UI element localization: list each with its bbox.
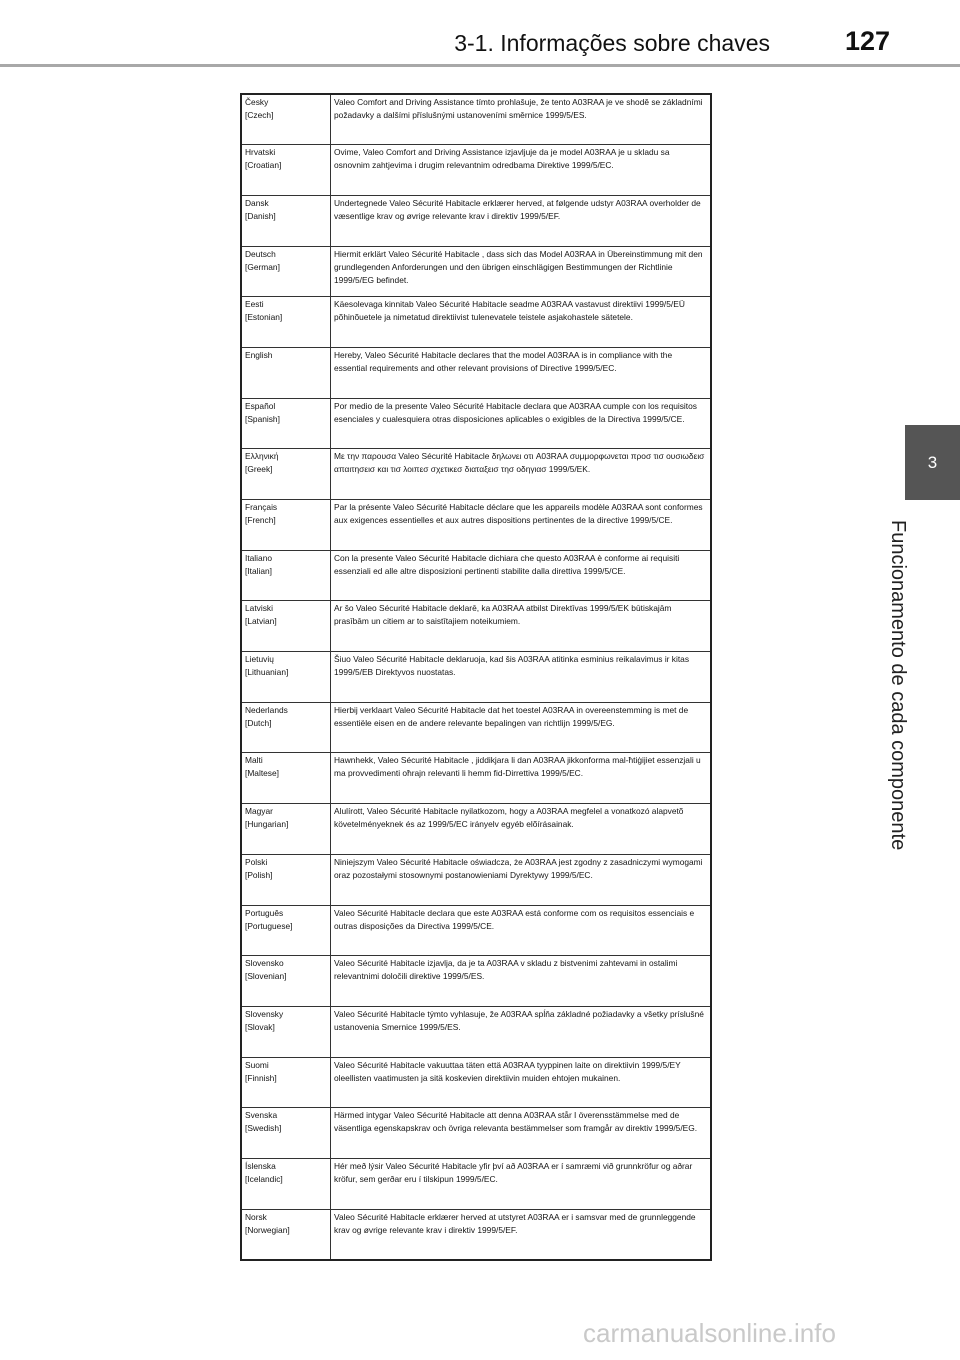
chapter-title: Funcionamento de cada componente — [887, 520, 909, 851]
section-title: 3-1. Informações sobre chaves — [454, 30, 770, 56]
language-name: Svenska — [245, 1110, 278, 1121]
language-cell — [241, 804, 331, 855]
table-row — [241, 702, 711, 753]
language-cell — [241, 905, 331, 956]
language-cell — [241, 94, 331, 145]
language-name: Ελληνική — [245, 451, 279, 462]
declaration-text: Hereby, Valeo Sécurité Habitacle declares that the model A03RAA is in compliance with the essential requirements and other relevant provisions of Directive 1999/5/EC. — [331, 347, 712, 398]
declaration-text: Käesolevaga kinnitab Valeo Sécurité Habitacle seadme A03RAA vastavust direktiivi 1999/5/EÜ põhinõuetele ja nimetatud direktiivist tulenevatele teistele asjakohastele sätetele. — [331, 297, 712, 348]
language-name: Italiano — [245, 552, 273, 563]
table-row — [241, 1057, 711, 1108]
language-english-name: [Polish] — [245, 869, 273, 880]
declaration-text: Por medio de la presente Valeo Sécurité Habitacle declara que A03RAA cumple con los requisitos esenciales y cualesquiera otras disposiciones aplicables o exigibles de la Directiva 1999/5/CE. — [331, 398, 712, 449]
chapter-number: 3 — [927, 452, 938, 472]
table-row — [241, 550, 711, 601]
declaration-text: Alulírott, Valeo Sécurité Habitacle nyilatkozom, hogy a A03RAA megfelel a vonatkozó alapvetõ követelményeknek és az 1999/5/EC irányelv egyéb elõírásainak. — [331, 804, 712, 855]
table-row — [241, 753, 711, 804]
language-name: Česky — [245, 97, 269, 107]
table-row — [241, 804, 711, 855]
declaration-text: Valeo Sécurité Habitacle izjavlja, da je ta A03RAA v skladu z bistvenimi zahtevami in ostalimi relevantnimi določili direktive 1999/5/ES. — [331, 956, 712, 1007]
language-name: Hrvatski — [245, 147, 276, 158]
language-cell — [241, 398, 331, 449]
language-name: English — [245, 349, 273, 360]
declaration-text: Hiermit erklärt Valeo Sécurité Habitacle , dass sich das Model A03RAA in Übereinstimmung mit den grundlegenden Anforderungen und den übrigen einschlägigen Bestimmungen der Richtlinie 1999/5/EG befindet. — [331, 246, 712, 297]
language-english-name: [Croatian] — [245, 160, 282, 171]
language-name: Íslenska — [245, 1160, 276, 1171]
language-english-name: [German] — [245, 261, 280, 272]
declaration-text: Hér með lýsir Valeo Sécurité Habitacle yfir því að A03RAA er í samræmi við grunnkröfur og aðrar kröfur, sem gerðar eru í tilskipun 1999/5/EC. — [331, 1158, 712, 1209]
declaration-text: Valeo Comfort and Driving Assistance tímto prohlašuje, že tento A03RAA je ve shodě se základními požadavky a dalšími příslušnými ustanoveními směrnice 1999/5/ES. — [331, 94, 712, 145]
language-name: Français — [245, 502, 278, 512]
language-name: Slovensko — [245, 958, 284, 969]
language-cell — [241, 347, 331, 398]
language-name: Lietuvių — [245, 654, 274, 665]
language-cell — [241, 1057, 331, 1108]
language-english-name: [Spanish] — [245, 413, 280, 424]
language-cell — [241, 1006, 331, 1057]
language-english-name: [Icelandic] — [245, 1173, 283, 1184]
language-cell — [241, 753, 331, 804]
declaration-text: Šiuo Valeo Sécurité Habitacle deklaruoja, kad šis A03RAA atitinka esminius reikalavimus ir kitas 1999/5/EB Direktyvos nuostatas. — [331, 652, 712, 703]
language-cell — [241, 601, 331, 652]
language-cell — [241, 550, 331, 601]
declaration-text: Ovime, Valeo Comfort and Driving Assistance izjavljuje da je model A03RAA je u skladu sa osnovnim zahtjevima i drugim relevantnim odredbama Direktive 1999/5/EC. — [331, 145, 712, 196]
declaration-text: Με την παρουσα Valeo Sécurité Habitacle δηλωνει οτι A03RAA συμμορφωνεται προσ τισ ουσιωδεισ απαιτησεισ και τισ λοιπεσ σχετικεσ διαταξεισ τησ οδηγιασ 1999/5/ΕΚ. — [331, 449, 712, 500]
language-english-name: [Dutch] — [245, 717, 272, 728]
table-row — [241, 652, 711, 703]
language-cell — [241, 1108, 331, 1159]
language-cell — [241, 956, 331, 1007]
language-english-name: [Slovenian] — [245, 971, 287, 982]
declaration-text: Ar šo Valeo Sécurité Habitacle deklarē, ka A03RAA atbilst Direktīvas 1999/5/EK būtiskajām prasībām un citiem ar to saistītajiem noteikumiem. — [331, 601, 712, 652]
language-name: Español — [245, 400, 276, 411]
chapter-tab — [905, 425, 960, 500]
declaration-text: Hierbij verklaart Valeo Sécurité Habitacle dat het toestel A03RAA in overeenstemming is met de essentiële eisen en de andere relevante bepalingen van richtlijn 1999/5/EG. — [331, 702, 712, 753]
table-row — [241, 246, 711, 297]
table-row — [241, 94, 711, 145]
language-cell — [241, 500, 331, 551]
language-cell — [241, 145, 331, 196]
language-english-name: [Lithuanian] — [245, 667, 289, 678]
language-english-name: [Maltese] — [245, 768, 279, 779]
language-name: Deutsch — [245, 248, 276, 259]
language-english-name: [Estonian] — [245, 312, 283, 323]
language-name: Dansk — [245, 197, 269, 208]
language-english-name: [Greek] — [245, 464, 273, 475]
declaration-text: Con la presente Valeo Sécurité Habitacle dichiara che questo A03RAA è conforme ai requisiti essenziali ed alle altre disposizioni pertinenti stabilite dalla direttiva 1999/5/CE. — [331, 550, 712, 601]
language-name: Malti — [245, 755, 263, 766]
table-row — [241, 854, 711, 905]
declaration-text: Valeo Sécurité Habitacle vakuuttaa täten että A03RAA tyyppinen laite on direktiivin 1999/5/EY oleellisten vaatimusten ja sitä koskevien direktiivin muiden ehtojen mukainen. — [331, 1057, 712, 1108]
declaration-table — [240, 93, 712, 1261]
page-number: 127 — [844, 26, 890, 56]
language-english-name: [Slovak] — [245, 1021, 275, 1032]
table-row — [241, 956, 711, 1007]
header-rule — [0, 64, 960, 67]
table-row — [241, 601, 711, 652]
declaration-text: Valeo Sécurité Habitacle týmto vyhlasuje, že A03RAA spĺňa základné požiadavky a všetky príslušné ustanovenia Smernice 1999/5/ES. — [331, 1006, 712, 1057]
language-english-name: [Portuguese] — [245, 920, 293, 931]
language-english-name: [French] — [245, 515, 276, 525]
language-cell — [241, 1209, 331, 1260]
table-row — [241, 195, 711, 246]
declaration-text: Undertegnede Valeo Sécurité Habitacle erklærer herved, at følgende udstyr A03RAA overholder de væsentlige krav og øvrige relevante krav i direktiv 1999/5/EF. — [331, 195, 712, 246]
declaration-text: Par la présente Valeo Sécurité Habitacle déclare que les appareils modèle A03RAA sont conformes aux exigences essentielles et aux autres dispositions pertinentes de la directive 1999/5/CE. — [331, 500, 712, 551]
language-cell — [241, 652, 331, 703]
declaration-text: Valeo Sécurité Habitacle declara que este A03RAA está conforme com os requisitos essenciais e outras disposições da Directiva 1999/5/CE. — [331, 905, 712, 956]
table-row — [241, 449, 711, 500]
language-name: Nederlands — [245, 704, 288, 715]
language-name: Eesti — [245, 299, 264, 310]
language-english-name: [Swedish] — [245, 1123, 282, 1134]
language-cell — [241, 1158, 331, 1209]
language-name: Latviski — [245, 603, 273, 614]
language-english-name: [Czech] — [245, 110, 274, 120]
table-row — [241, 905, 711, 956]
language-name: Norsk — [245, 1211, 267, 1222]
language-name: Magyar — [245, 806, 273, 817]
language-cell — [241, 246, 331, 297]
language-english-name: [Danish] — [245, 210, 276, 221]
language-english-name: [Latvian] — [245, 616, 277, 627]
declaration-text: Valeo Sécurité Habitacle erklærer herved at utstyret A03RAA er i samsvar med de grunnleggende krav og øvrige relevante krav i direktiv 1999/5/EF. — [331, 1209, 712, 1260]
language-cell — [241, 854, 331, 905]
language-name: Polski — [245, 856, 268, 867]
language-name: Português — [245, 907, 284, 918]
declaration-text: Niniejszym Valeo Sécurité Habitacle oświadcza, że A03RAA jest zgodny z zasadniczymi wymogami oraz pozostałymi stosownymi postanowieniami Dyrektywy 1999/5/EC. — [331, 854, 712, 905]
language-english-name: [Hungarian] — [245, 819, 289, 830]
language-name: Suomi — [245, 1059, 269, 1070]
language-english-name: [Norwegian] — [245, 1224, 290, 1235]
table-row — [241, 1006, 711, 1057]
language-english-name: [Italian] — [245, 565, 273, 576]
language-english-name: [Finnish] — [245, 1072, 277, 1083]
declaration-text: Hawnhekk, Valeo Sécurité Habitacle , jiddikjara li dan A03RAA jikkonforma mal-ħtiġijiet essenzjali u ma provvedimenti oħrajn relevanti li hemm fid-Dirrettiva 1999/5/EC. — [331, 753, 712, 804]
table-row — [241, 1108, 711, 1159]
language-cell — [241, 195, 331, 246]
language-cell — [241, 702, 331, 753]
table-row — [241, 500, 711, 551]
table-row — [241, 1209, 711, 1260]
language-cell — [241, 297, 331, 348]
table-row — [241, 398, 711, 449]
footer-watermark: carmanualsonline.info — [583, 1318, 836, 1348]
table-row — [241, 297, 711, 348]
declaration-text: Härmed intygar Valeo Sécurité Habitacle att denna A03RAA står I överensstämmelse med de väsentliga egenskapskrav och övriga relevanta bestämmelser som framgår av direktiv 1999/5/EG. — [331, 1108, 712, 1159]
language-name: Slovensky — [245, 1008, 284, 1019]
table-row — [241, 1158, 711, 1209]
language-cell — [241, 449, 331, 500]
table-row — [241, 145, 711, 196]
table-row — [241, 347, 711, 398]
